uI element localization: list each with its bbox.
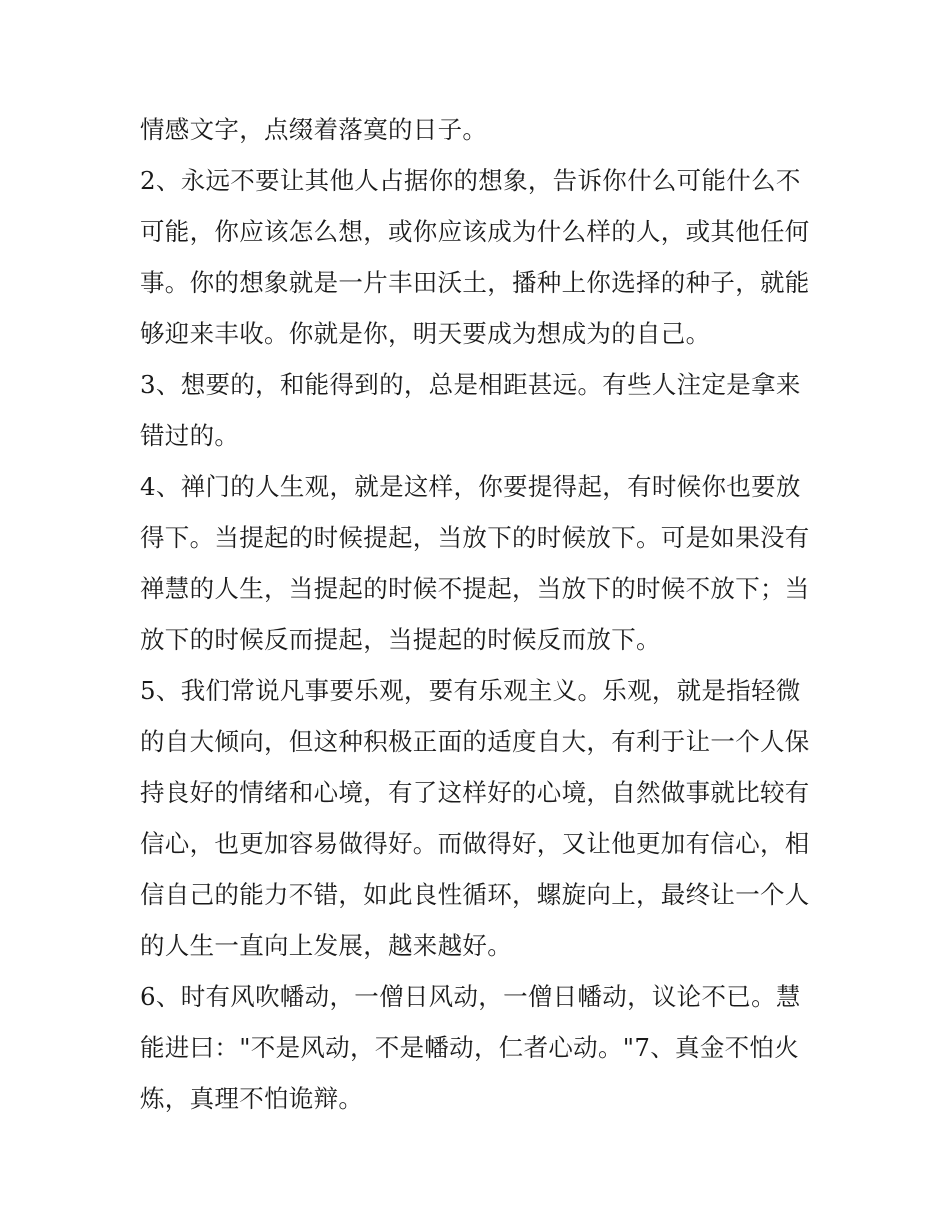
text-line: 可能，你应该怎么想，或你应该成为什么样的人，或其他任何 <box>140 217 810 246</box>
text-line: 信自己的能力不错，如此良性循环，螺旋向上，最终让一个人 <box>140 880 810 909</box>
text-line: 持良好的情绪和心境，有了这样好的心境，自然做事就比较有 <box>140 778 810 807</box>
text-line: 的人生一直向上发展，越来越好。 <box>140 931 512 960</box>
text-line: 得下。当提起的时候提起，当放下的时候放下。可是如果没有 <box>140 523 810 552</box>
text-line: 3、想要的，和能得到的，总是相距甚远。有些人注定是拿来 <box>140 370 801 399</box>
text-line: 放下的时候反而提起，当提起的时候反而放下。 <box>140 625 661 654</box>
text-line: 的自大倾向，但这种积极正面的适度自大，有利于让一个人保 <box>140 727 810 756</box>
text-line: 事。你的想象就是一片丰田沃土，播种上你选择的种子，就能 <box>140 268 810 297</box>
text-line: 6、时有风吹幡动，一僧日风动，一僧日幡动，议论不已。慧 <box>140 982 801 1011</box>
text-line: 禅慧的人生，当提起的时候不提起，当放下的时候不放下；当 <box>140 574 810 603</box>
text-line: 炼，真理不怕诡辩。 <box>140 1084 364 1113</box>
text-line: 够迎来丰收。你就是你，明天要成为想成为的自己。 <box>140 319 711 348</box>
text-line: 信心，也更加容易做得好。而做得好，又让他更加有信心，相 <box>140 829 810 858</box>
text-line: 错过的。 <box>140 421 240 450</box>
document-body <box>140 104 830 1124</box>
text-line: 5、我们常说凡事要乐观，要有乐观主义。乐观，就是指轻微 <box>140 676 801 705</box>
text-line: 情感文字，点缀着落寞的日子。 <box>140 115 488 144</box>
text-line: 能进曰："不是风动，不是幡动，仁者心动。"7、真金不怕火 <box>140 1033 800 1062</box>
text-line: 2、永远不要让其他人占据你的想象，告诉你什么可能什么不 <box>140 166 801 195</box>
text-line: 4、禅门的人生观，就是这样，你要提得起，有时候你也要放 <box>140 472 801 501</box>
